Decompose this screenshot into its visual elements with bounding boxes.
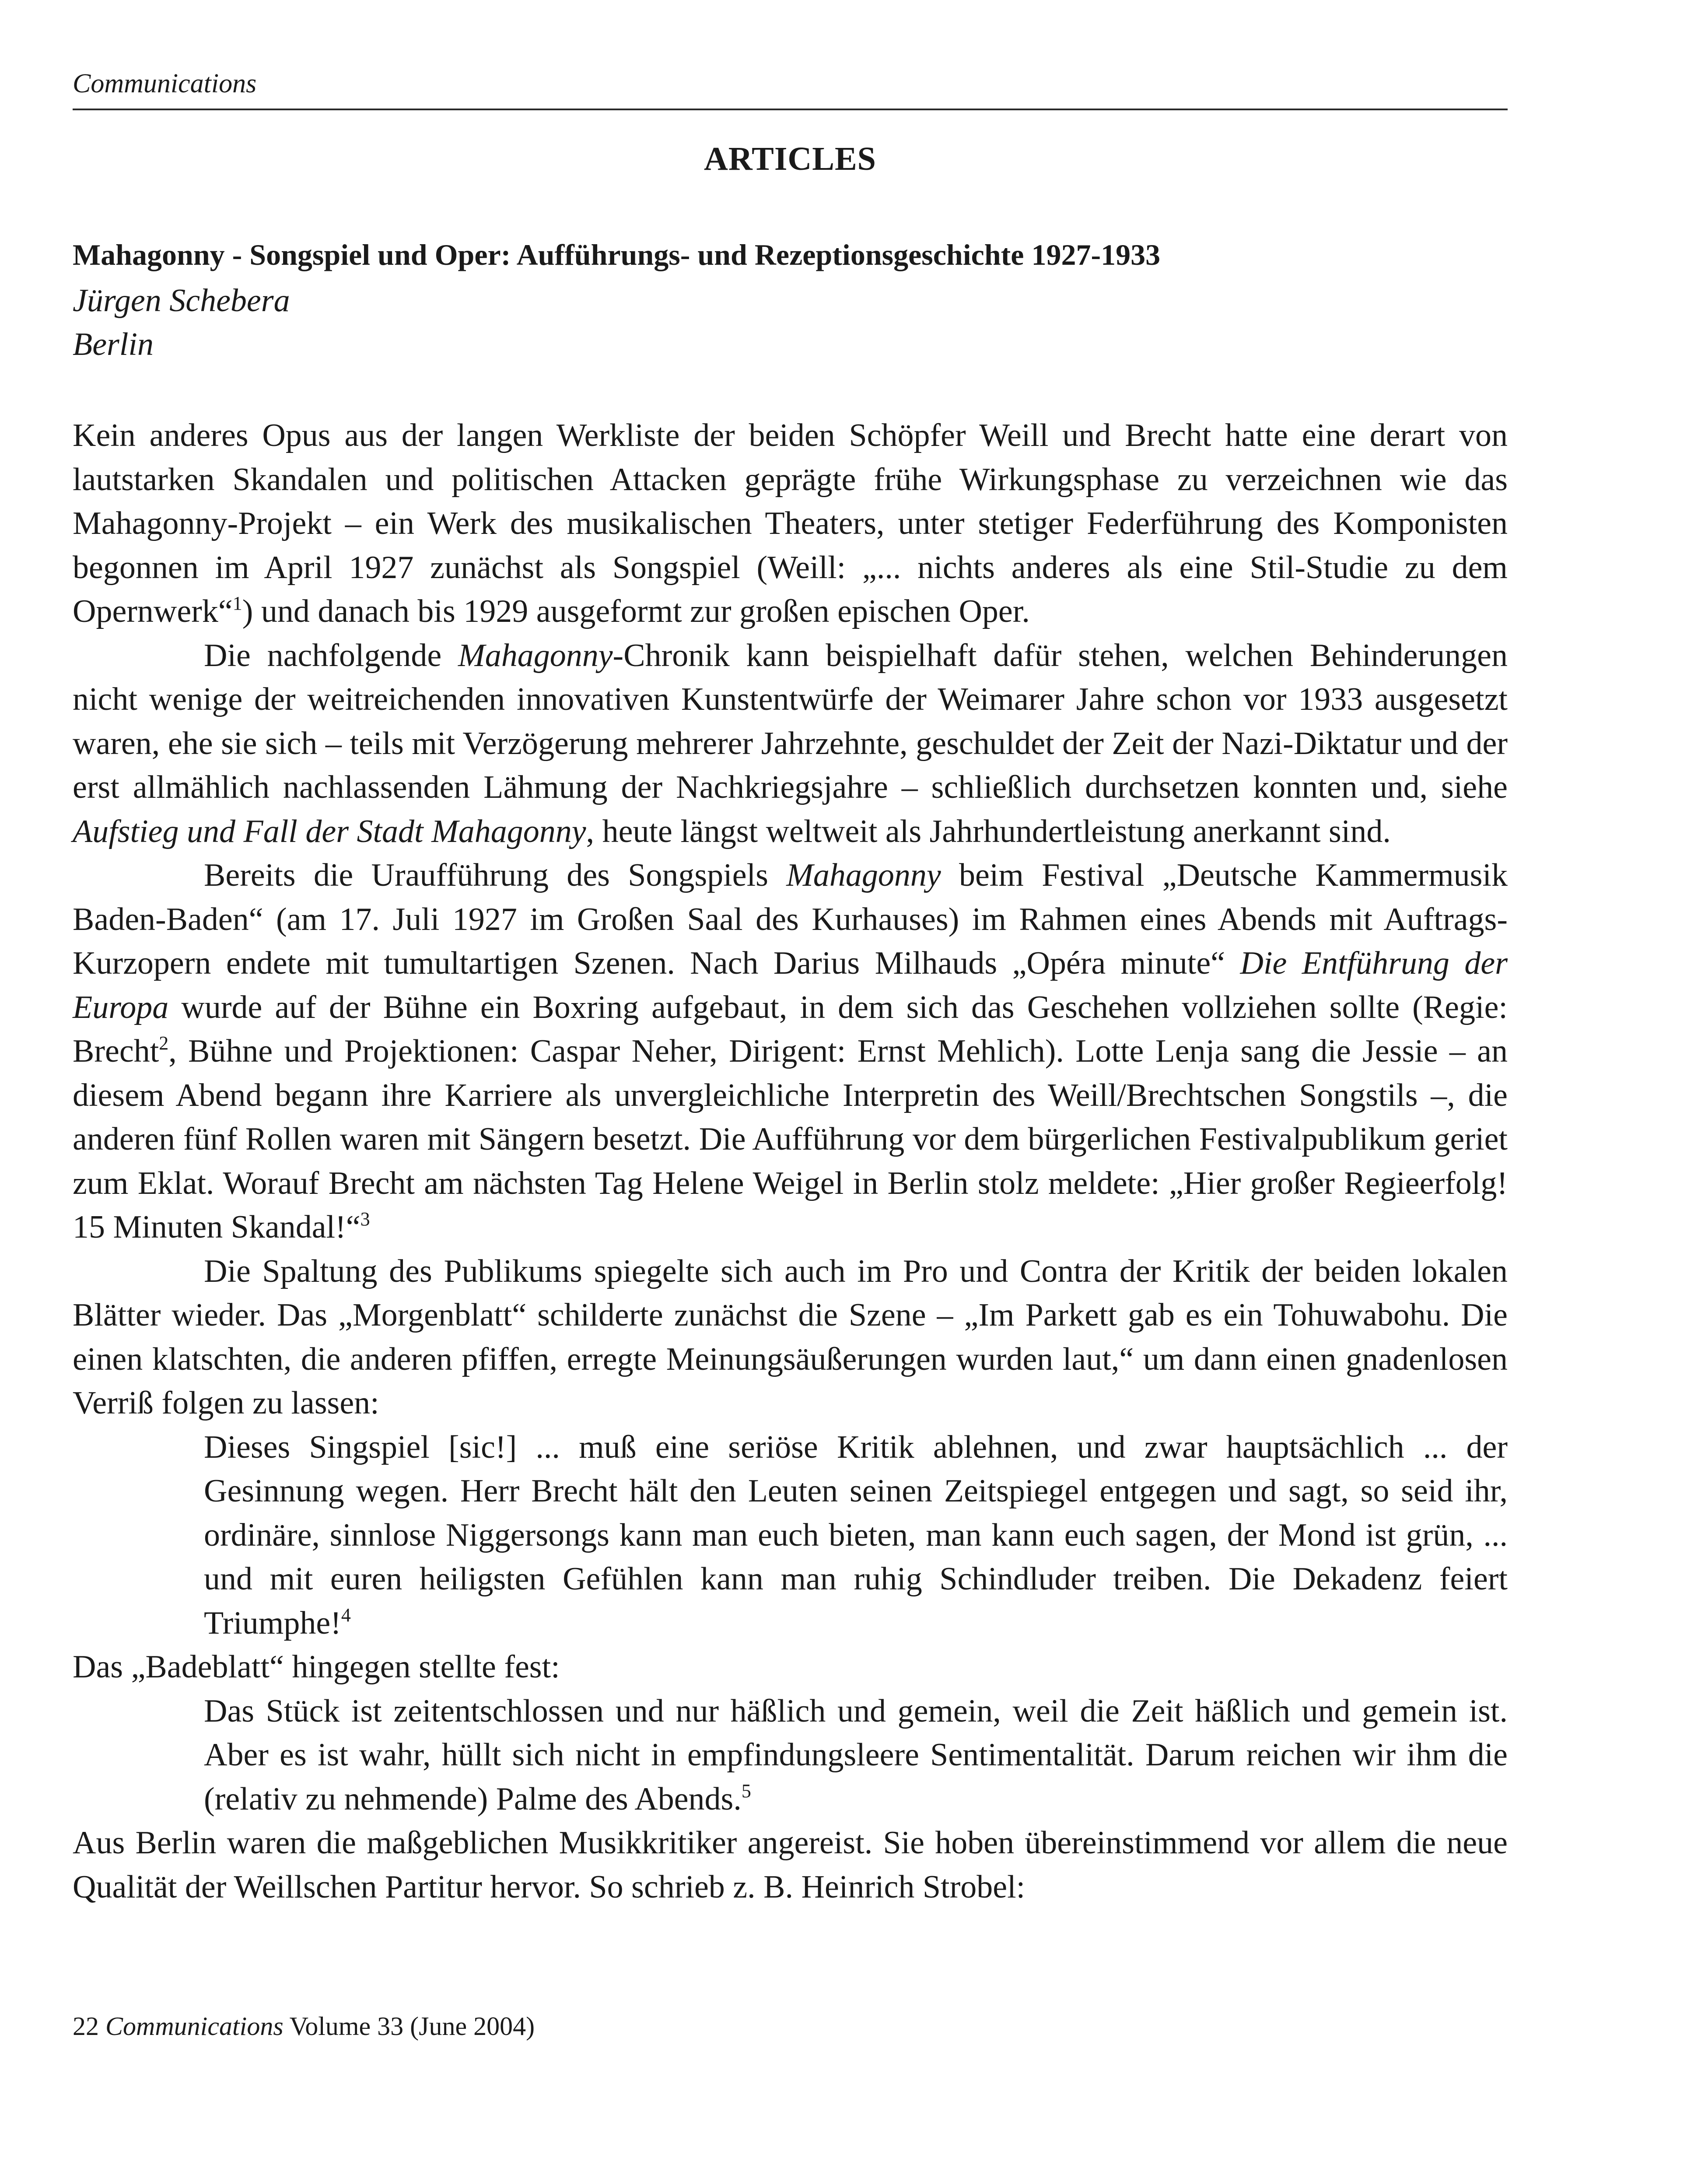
work-title-entfuehrung: Die Entführung der Europa xyxy=(73,945,1508,1025)
work-title-aufstieg: Aufstieg und Fall der Stadt Mahagonny xyxy=(73,813,586,849)
footnote-ref-4: 4 xyxy=(341,1604,351,1626)
work-title-songspiel: Mahagonny xyxy=(786,857,941,893)
paragraph-4: Die Spaltung des Publikums spiegelte sich auch im Pro und Contra der Kritik der beiden lokalen Blätter wieder. Das „Morgenblatt“ schilderte zunächst die Szene – „Im Parkett gab es ein Tohuwabohu. Die einen klatschten, die anderen pfiffen, erregte Meinungsäußerungen wurden laut,“ um dann einen gnadenlosen Verriß folgen zu lassen: xyxy=(73,1253,1508,1421)
journal-name: Communications xyxy=(105,2012,284,2041)
page-footer xyxy=(73,2013,535,2039)
paragraph-6: Aus Berlin waren die maßgeblichen Musikkritiker angereist. Sie hoben übereinstimmend vor allem die neue Qualität der Weillschen Partitur hervor. So schrieb z. B. Heinrich Strobel: xyxy=(73,1825,1508,1905)
article-title: Mahagonny - Songspiel und Oper: Aufführungs- und Rezeptionsgeschichte 1927-1933 xyxy=(73,238,1161,271)
document-page xyxy=(73,0,1508,2161)
footnote-ref-1: 1 xyxy=(232,593,242,614)
paragraph-5: Das „Badeblatt“ hingegen stellte fest: xyxy=(73,1649,560,1685)
work-title-mahagonny: Mahagonny xyxy=(458,637,613,674)
paragraph-3: Bereits die Uraufführung des Songspiels Mahagonny beim Festival „Deutsche Kammermusik Baden-Baden“ (am 17. Juli 1927 im Großen Saal des Kurhauses) im Rahmen eines Abends mit Auftrags-Kurzopern endete mit tumultartigen Szenen. Nach Darius Milhauds „Opéra minute“ Die Entführung der Europa wurde auf der Bühne ein Boxring aufgebaut, in dem sich das Geschehen vollziehen sollte (Regie: Brecht$^2$, Bühne und Projektionen: Caspar Neher, Dirigent: Ernst Mehlich). Lotte Lenja sang die Jessie – an diesem Abend begann ihre Karriere als unvergleichliche Interpretin des Weill/Brechtschen Songstils –, die anderen fünf Rollen waren mit Sängern besetzt. Die Aufführung vor dem bürgerlichen Festivalpublikum geriet zum Eklat. Worauf Brecht am nächsten Tag Helene Weigel in Berlin stolz meldete: „Hier großer Regieerfolg! 15 Minuten Skandal!“$^3$ xyxy=(73,857,1508,1245)
footnote-ref-2: 2 xyxy=(159,1032,169,1054)
paragraph-1: Kein anderes Opus aus der langen Werkliste der beiden Schöpfer Weill und Brecht hatte eine derart von lautstarken Skandalen und politischen Attacken geprägte frühe Wirkungsphase zu verzeichnen wie das Mahagonny-Projekt – ein Werk des musikalischen Theaters, unter stetiger Federführung des Komponisten begonnen im April 1927 zunächst als Songspiel (Weill: „... nichts anderes als eine Stil-Studie zu dem Opernwerk“$^1$) und danach bis 1929 ausgeformt zur großen epischen Oper. xyxy=(73,417,1508,629)
volume-info: Volume 33 (June 2004) xyxy=(289,2012,535,2041)
page-number: 22 xyxy=(73,2012,99,2041)
footnote-ref-3: 3 xyxy=(360,1208,370,1230)
block-quote-morgenblatt: Dieses Singspiel [sic!] ... muß eine seriöse Kritik ablehnen, und zwar hauptsächlich ... der Gesinnung wegen. Herr Brecht hält den Leuten seinen Zeitspiegel entgegen und sagt, so seid ihr, ordinäre, sinnlose Niggersongs kann man euch bieten, man kann euch sagen, der Mond ist grün, ... und mit euren heiligsten Gefühlen kann man ruhig Schindluder treiben. Die Dekadenz feiert Triumphe!$^4$ xyxy=(204,1429,1508,1641)
article-body xyxy=(73,414,1508,1909)
author-location: Berlin xyxy=(73,326,154,362)
block-quote-badeblatt: Das Stück ist zeitentschlossen und nur häßlich und gemein, weil die Zeit häßlich und gemein ist. Aber es ist wahr, hüllt sich nicht in empfindungsleere Sentimentalität. Darum reichen wir ihm die (relativ zu nehmende) Palme des Abends.$^5$ xyxy=(204,1693,1508,1817)
header-rule xyxy=(73,109,1508,110)
paragraph-2: Die nachfolgende Mahagonny-Chronik kann beispielhaft dafür stehen, welchen Behinderungen nicht wenige der weitreichenden innovativen Kunstentwürfe der Weimarer Jahre schon vor 1933 ausgesetzt waren, ehe sie sich – teils mit Verzögerung mehrerer Jahrzehnte, geschuldet der Zeit der Nazi-Diktatur und der erst allmählich nachlassenden Lähmung der Nachkriegsjahre – schließlich durchsetzen konnten und, siehe Aufstieg und Fall der Stadt Mahagonny, heute längst weltweit als Jahrhundertleistung anerkannt sind. xyxy=(73,637,1508,849)
section-title: ARTICLES xyxy=(704,140,876,177)
author-name: Jürgen Schebera xyxy=(73,283,290,319)
footnote-ref-5: 5 xyxy=(741,1780,751,1802)
running-head: Communications xyxy=(73,69,257,98)
